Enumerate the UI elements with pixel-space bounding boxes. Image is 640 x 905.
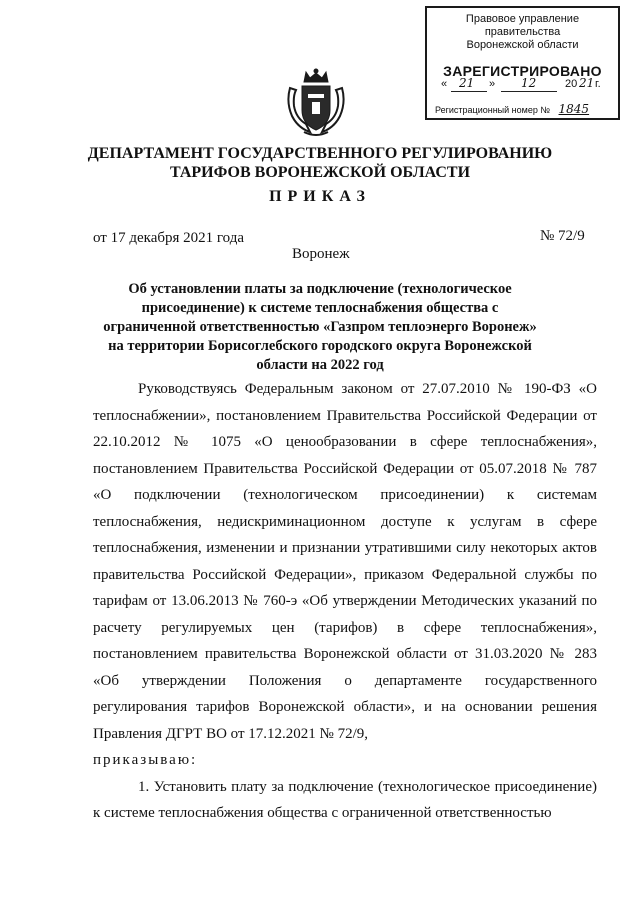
document-date: от 17 декабря 2021 года [93, 230, 245, 246]
stamp-month: 12 [521, 76, 537, 90]
coat-of-arms-emblem [284, 68, 348, 140]
department-name [60, 144, 580, 182]
department-line-1: ДЕПАРТАМЕНТ ГОСУДАРСТВЕННОГО РЕГУЛИРОВАНИЮ [87, 145, 553, 162]
registration-stamp [425, 6, 620, 120]
document-city: Воронеж [292, 246, 350, 262]
stamp-reg-number-label: Регистрационный номер № [435, 105, 551, 115]
department-line-2: ТАРИФОВ ВОРОНЕЖСКОЙ ОБЛАСТИ [169, 164, 471, 181]
document-type: ПРИКАЗ [269, 188, 371, 205]
order-item-1: 1. Установить плату за подключение (технологическое присоединение) к системе теплоснабжения общества с ограниченной ответственностью [93, 778, 597, 821]
stamp-year-prefix: 20 [565, 78, 578, 90]
stamp-reg-number-row [435, 102, 589, 116]
stamp-reg-number: 1845 [558, 102, 590, 116]
document-number: № 72/9 [540, 228, 585, 244]
document-body [93, 376, 597, 827]
document-title: Об установлении платы за подключение (технологическое присоединение) к системе теплоснабжения общества с ограниченной ответственностью «Газпром теплоэнерго Воронеж» на территории Борисоглебского городского округа Воронежской области на 2022 год [103, 281, 537, 373]
stamp-org-line-1: Правовое управление правительства [465, 13, 580, 38]
preamble-paragraph: Руководствуясь Федеральным законом от 27.07.2010 № 190-ФЗ «О теплоснабжении», постановлением Правительства Российской Федерации от 22.10.2012 № 1075 «О ценообразовании в сфере теплоснабжения», постановлением Правительства Российской Федерации от 05.07.2018 № 787 «О подключении (технологическом присоединении) к системам теплоснабжения, недискриминационном доступе к услугам в сфере теплоснабжения, изменении и признании утратившими силу некоторых актов правительства Российской Федерации», приказом Федеральной службы по тарифам от 13.06.2013 № 760-э «Об утверждении Методических указаний по расчету регулируемых цен (тарифов) в сфере теплоснабжения», постановлением правительства Воронежской области от 31.03.2020 № 283 «Об утверждении Положения о департаменте государственного регулирования тарифов Воронежской области», и на основании решения Правления ДГРТ ВО от 17.12.2021 № 72/9, [93, 381, 597, 742]
stamp-registered-label: ЗАРЕГИСТРИРОВАНО [443, 63, 602, 79]
order-word: приказываю: [93, 752, 198, 768]
stamp-organization [427, 13, 618, 52]
stamp-org-line-2: Воронежской области [466, 39, 579, 51]
stamp-year-unit: г. [595, 78, 601, 90]
stamp-date: « 21 » 12 20 21 г. [441, 76, 601, 90]
stamp-year-suffix: 21 [579, 76, 595, 90]
stamp-day: 21 [459, 76, 475, 90]
